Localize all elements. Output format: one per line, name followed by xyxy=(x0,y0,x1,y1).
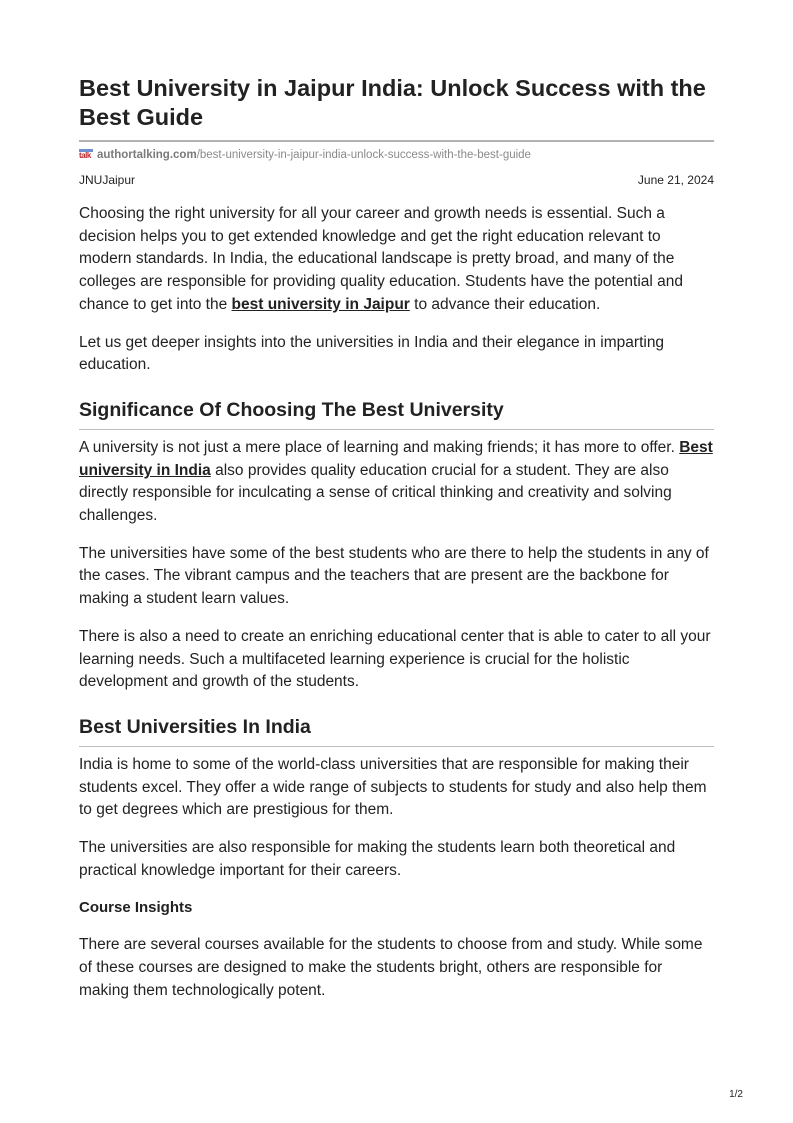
publish-date: June 21, 2024 xyxy=(637,173,714,187)
universities-paragraph-2: The universities are also responsible for making the students learn both theoretical and practical knowledge important for their careers. xyxy=(79,839,676,879)
best-university-india-link[interactable]: Best university in India xyxy=(79,438,713,479)
subheading-course-insights: Course Insights xyxy=(79,899,193,917)
universities-paragraph-1: India is home to some of the world-class universities that are responsible for making their students excel. They offer a wide range of subjects to students for study and also help them to get degrees which are prestigious for them. xyxy=(79,755,707,819)
source-path: /best-university-in-jaipur-india-unlock-success-with-the-best-guide xyxy=(196,149,531,161)
section-best-universities xyxy=(79,714,714,1003)
significance-paragraph-3: There is also a need to create an enriching educational center that is able to cater to all your learning needs. Such a multifaceted learning experience is crucial for the holistic development and growth of the students. xyxy=(79,627,711,691)
source-line xyxy=(79,147,714,163)
author-name: JNUJaipur xyxy=(79,173,136,187)
section-heading-best-universities: Best Universities In India xyxy=(79,715,311,738)
section-divider xyxy=(79,429,714,430)
section-heading-significance: Significance Of Choosing The Best University xyxy=(79,398,504,421)
page-title: Best University in Jaipur India: Unlock Success with the Best Guide xyxy=(79,75,706,130)
significance-paragraph-1: A university is not just a mere place of learning and making friends; it has more to offer. Best university in India also provides quality education crucial for a student. They are also directly responsible for inculcating a sense of critical thinking and creativity and solving challenges. xyxy=(79,438,713,525)
section-significance xyxy=(79,397,714,694)
title-divider xyxy=(79,140,714,142)
section-divider xyxy=(79,746,714,747)
course-insights-paragraph: There are several courses available for the students to choose from and study. While some of these courses are designed to make the students bright, others are responsible for making them technologically potent. xyxy=(79,936,703,999)
significance-paragraph-2: The universities have some of the best students who are there to help the students in any of the cases. The vibrant campus and the teachers that are present are the backbone for making a student learn values. xyxy=(79,544,709,608)
article xyxy=(79,74,714,1003)
source-domain-link[interactable]: authortalking.com xyxy=(97,149,197,161)
intro-paragraph-2: Let us get deeper insights into the universities in India and their elegance in imparting education. xyxy=(79,333,665,374)
site-favicon-icon: talk xyxy=(79,149,93,161)
page-number: 1/2 xyxy=(729,1089,743,1100)
best-university-jaipur-link[interactable]: best university in Jaipur xyxy=(231,295,410,313)
article-meta xyxy=(79,172,714,188)
intro-paragraph-1: Choosing the right university for all your career and growth needs is essential. Such a decision helps you to get extended knowledge and get the right education relevant to modern standards. In India, the educational landscape is pretty broad, and many of the colleges are responsible for providing quality education. Students have the potential and chance to get into the best university in Jaipur to advance their education. xyxy=(79,205,684,313)
